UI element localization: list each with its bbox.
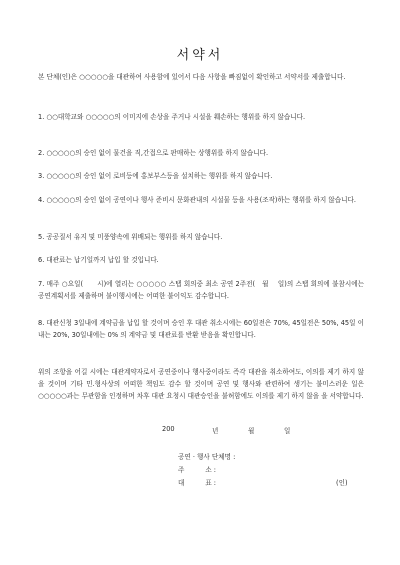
org-name-label: 공연 · 행사 단체명 : (178, 453, 236, 461)
pledge-item-2: 2. ○○○○○의 승인 없이 물건을 직,간접으로 판매하는 상행위를 하지 않습니다. (38, 149, 269, 157)
signature-representative-row (0, 477, 400, 489)
seal-mark: (인) (336, 479, 348, 487)
document-title: 서약서 (176, 48, 224, 63)
pledge-item-7: 7. 매주 ○요일( 시)에 열리는 ○○○○○ 스탭 회의중 최소 공연 2주전( 월 일)의 스탭 회의에 불참시에는 공연계획서를 제출하며 불이행시에는 어떠한 불이익도 감수합니다. (38, 280, 367, 300)
pledge-item-1: 1. ○○대학교와 ○○○○○의 이미지에 손상을 주거나 시설을 훼손하는 행위를 하지 않습니다. (38, 113, 306, 121)
representative-label: 대 표 : (178, 479, 217, 487)
pledge-item-6: 6. 대관료는 납기일까지 납입 할 것입니다. (38, 256, 159, 264)
pledge-item-8: 8. 대관신청 3일내에 계약금을 납입 할 것이며 승인 후 대관 취소시에는 60일전은 70%, 45일전은 50%, 45일 이내는 20%, 30일내에는 0% 의 계약금 및 대관료를 반환 받음을 확인합니다. (38, 319, 364, 339)
address-label: 주 소 : (178, 466, 217, 474)
date-month-unit: 월 (248, 427, 255, 435)
intro-paragraph: 본 단체(인)은 ○○○○○을 대관하여 사용함에 있어서 다음 사항을 빠짐없이 확인하고 서약서를 제출합니다. (38, 73, 346, 81)
closing-paragraph: 위의 조항을 어길 시에는 대관계약자로서 공연중이나 행사중이라도 즉각 대관을 취소하여도, 이의를 제기 하지 않을 것이며 기타 민.형사상의 어떠한 책임도 감수 할 것이며 공연 및 행사와 관련하여 생기는 불미스러운 일은 ○○○○○과는 무관함을 인정하며 차후 대관 요청시 대관승인을 불허함에도 이의를 제기 하지 않을 을 서약합니다. (38, 368, 364, 400)
signature-org-row (0, 451, 400, 463)
pledge-item-4: 4. ○○○○○의 승인 없이 공연이나 행사 준비시 문화관내의 시설물 등을 사용(조작)하는 행위를 하지 않습니다. (38, 196, 356, 204)
date-line (0, 425, 400, 437)
date-year-prefix: 200 (162, 425, 175, 433)
date-year-unit: 년 (212, 427, 219, 435)
date-day-unit: 일 (284, 427, 291, 435)
pledge-item-5: 5. 공공질서 유지 및 미풍양속에 위배되는 행위를 하지 않습니다. (38, 233, 223, 241)
pledge-item-3: 3. ○○○○○의 승인 없이 로비등에 홍보부스등을 설치하는 행위를 하지 않습니다. (38, 172, 273, 180)
signature-address-row (0, 464, 400, 476)
